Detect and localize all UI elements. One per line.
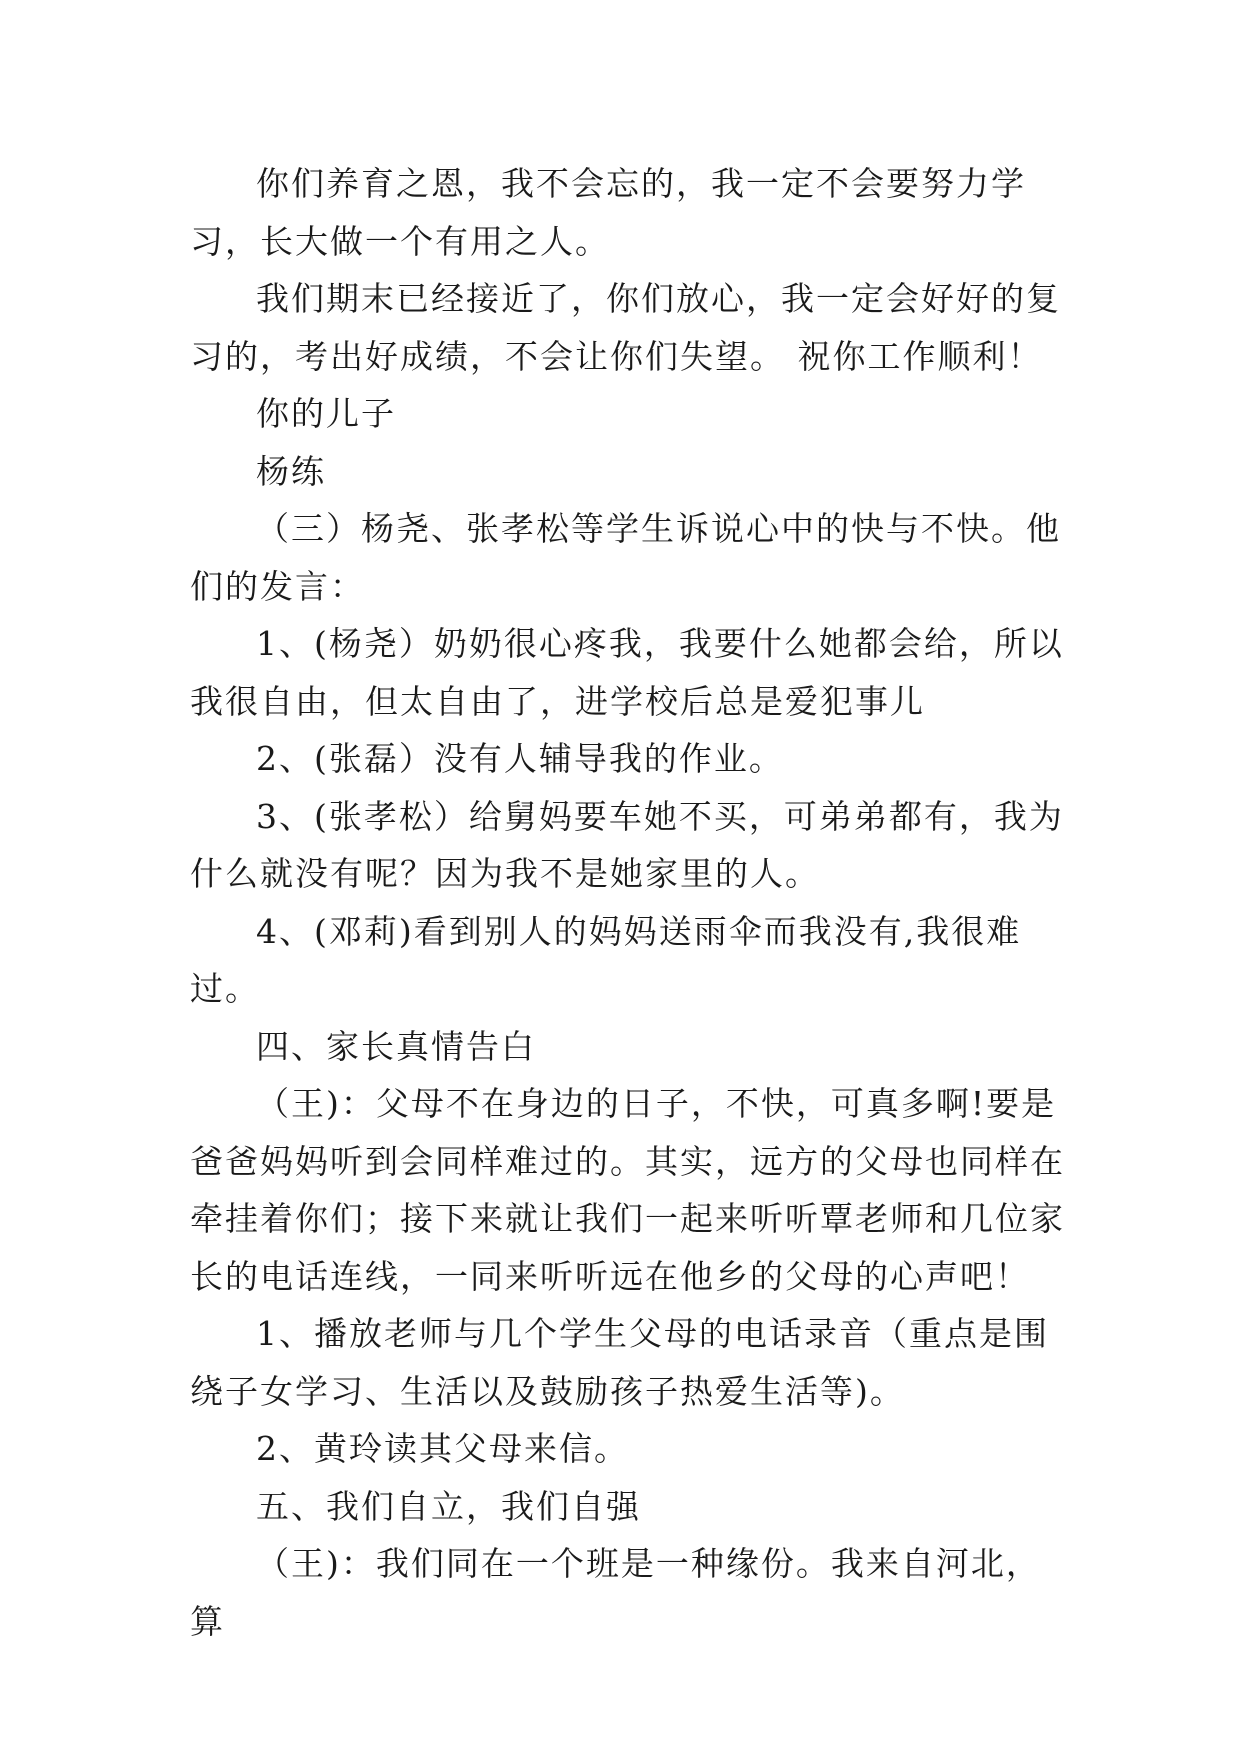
section-heading: 四、家长真情告白 bbox=[256, 1026, 536, 1066]
paragraph: 我们期末已经接近了，你们放心，我一定会好好的复习的，考出好成绩，不会让你们失望。 祝你工作顺利！ bbox=[190, 279, 1061, 376]
paragraph: （三）杨尧、张孝松等学生诉说心中的快与不快。他们的发言： bbox=[190, 509, 1061, 606]
paragraph: （王)：我们同在一个班是一种缘份。我来自河北，算 bbox=[190, 1544, 1041, 1641]
paragraph: （王)：父母不在身边的日子，不快，可真多啊!要是爸爸妈妈听到会同样难过的。其实，远方的父母也同样在牵挂着你们；接下来就让我们一起来听听覃老师和几位家长的电话连线，一同来听听远在他乡的父母的心声吧！ bbox=[190, 1084, 1065, 1296]
signature-line: 你的儿子 bbox=[256, 394, 396, 433]
section-heading: 五、我们自立，我们自强 bbox=[256, 1486, 641, 1526]
list-item: 1、播放老师与几个学生父母的电话录音（重点是围绕子女学习、生活以及鼓励孩子热爱生活等)。 bbox=[190, 1314, 1049, 1411]
list-item: 1、(杨尧）奶奶很心疼我，我要什么她都会给，所以我很自由，但太自由了，进学校后总是爱犯事儿 bbox=[190, 624, 1064, 721]
list-item: 3、(张孝松）给舅妈要车她不买，可弟弟都有，我为什么就没有呢？因为我不是她家里的人。 bbox=[190, 796, 1064, 893]
paragraph: 你们养育之恩，我不会忘的，我一定不会要努力学习，长大做一个有用之人。 bbox=[190, 164, 1026, 261]
list-item: 4、(邓莉)看到别人的妈妈送雨伞而我没有,我很难过。 bbox=[190, 911, 1022, 1008]
document-body bbox=[190, 155, 1070, 1650]
list-item: 2、(张磊）没有人辅导我的作业。 bbox=[256, 739, 784, 778]
list-item: 2、黄玲读其父母来信。 bbox=[256, 1429, 629, 1468]
signature-name: 杨练 bbox=[256, 451, 326, 491]
